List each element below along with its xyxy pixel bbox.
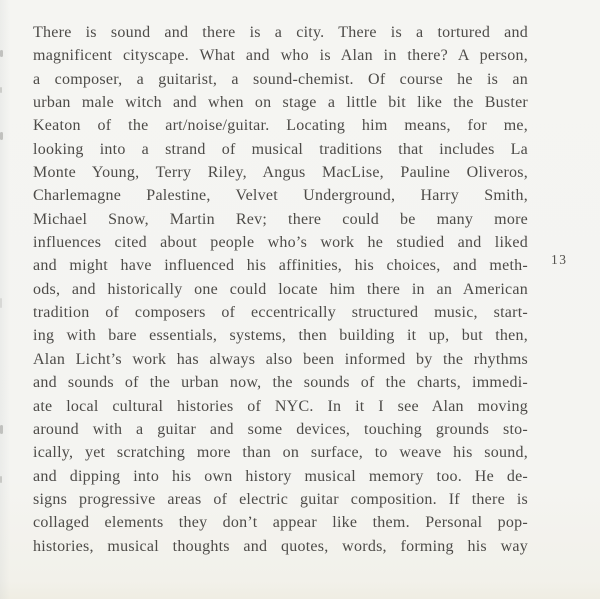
text-line: ods, and historically one could locate him there in an American <box>33 280 528 298</box>
text-line: looking into a strand of musical traditions that includes La <box>33 140 528 158</box>
text-line: and dipping into his own history musical memory too. He de- <box>33 467 528 485</box>
text-line: influences cited about people who’s work he studied and liked <box>33 234 528 252</box>
text-line: magnificent cityscape. What and who is Alan in there? A person, <box>33 47 528 65</box>
text-line: There is sound and there is a city. There is a tortured and <box>33 24 528 41</box>
text-line: tradition of composers of eccentrically structured music, start- <box>33 304 528 322</box>
text-line: around with a guitar and some devices, touching grounds sto- <box>33 420 528 438</box>
scan-artifact <box>0 425 3 434</box>
text-line: Michael Snow, Martin Rev; there could be many more <box>33 210 528 228</box>
scan-artifact <box>0 50 3 57</box>
page-number: 13 <box>551 252 568 267</box>
text-line: Monte Young, Terry Riley, Angus MacLise, Pauline Oliveros, <box>33 164 528 182</box>
text-line: a composer, a guitarist, a sound-chemist. Of course he is an <box>33 70 528 88</box>
scan-artifact <box>0 132 3 140</box>
text-line: and might have influenced his affinities, his choices, and meth- <box>33 257 528 275</box>
scan-artifact <box>0 87 2 93</box>
text-line: Alan Licht’s work has always also been informed by the rhythms <box>33 350 528 368</box>
text-line: histories, musical thoughts and quotes, words, forming his way <box>33 537 528 555</box>
scan-artifact <box>0 298 2 308</box>
text-line: and sounds of the urban now, the sounds of the charts, immedi- <box>33 374 528 392</box>
paragraph <box>33 21 528 558</box>
text-line: ate local cultural histories of NYC. In it I see Alan moving <box>33 397 528 415</box>
scan-artifact <box>0 476 2 483</box>
text-line: signs progressive areas of electric guitar composition. If there is <box>33 490 528 508</box>
text-line: ing with bare essentials, systems, then building it up, but then, <box>33 327 528 345</box>
text-line: Charlemagne Palestine, Velvet Underground, Harry Smith, <box>33 187 528 205</box>
text-line: urban male witch and when on stage a little bit like the Buster <box>33 94 528 112</box>
text-line: collaged elements they don’t appear like them. Personal pop- <box>33 514 528 532</box>
text-line: Keaton of the art/noise/guitar. Locating him means, for me, <box>33 117 528 135</box>
text-line: ically, yet scratching more than on surface, to weave his sound, <box>33 444 528 462</box>
